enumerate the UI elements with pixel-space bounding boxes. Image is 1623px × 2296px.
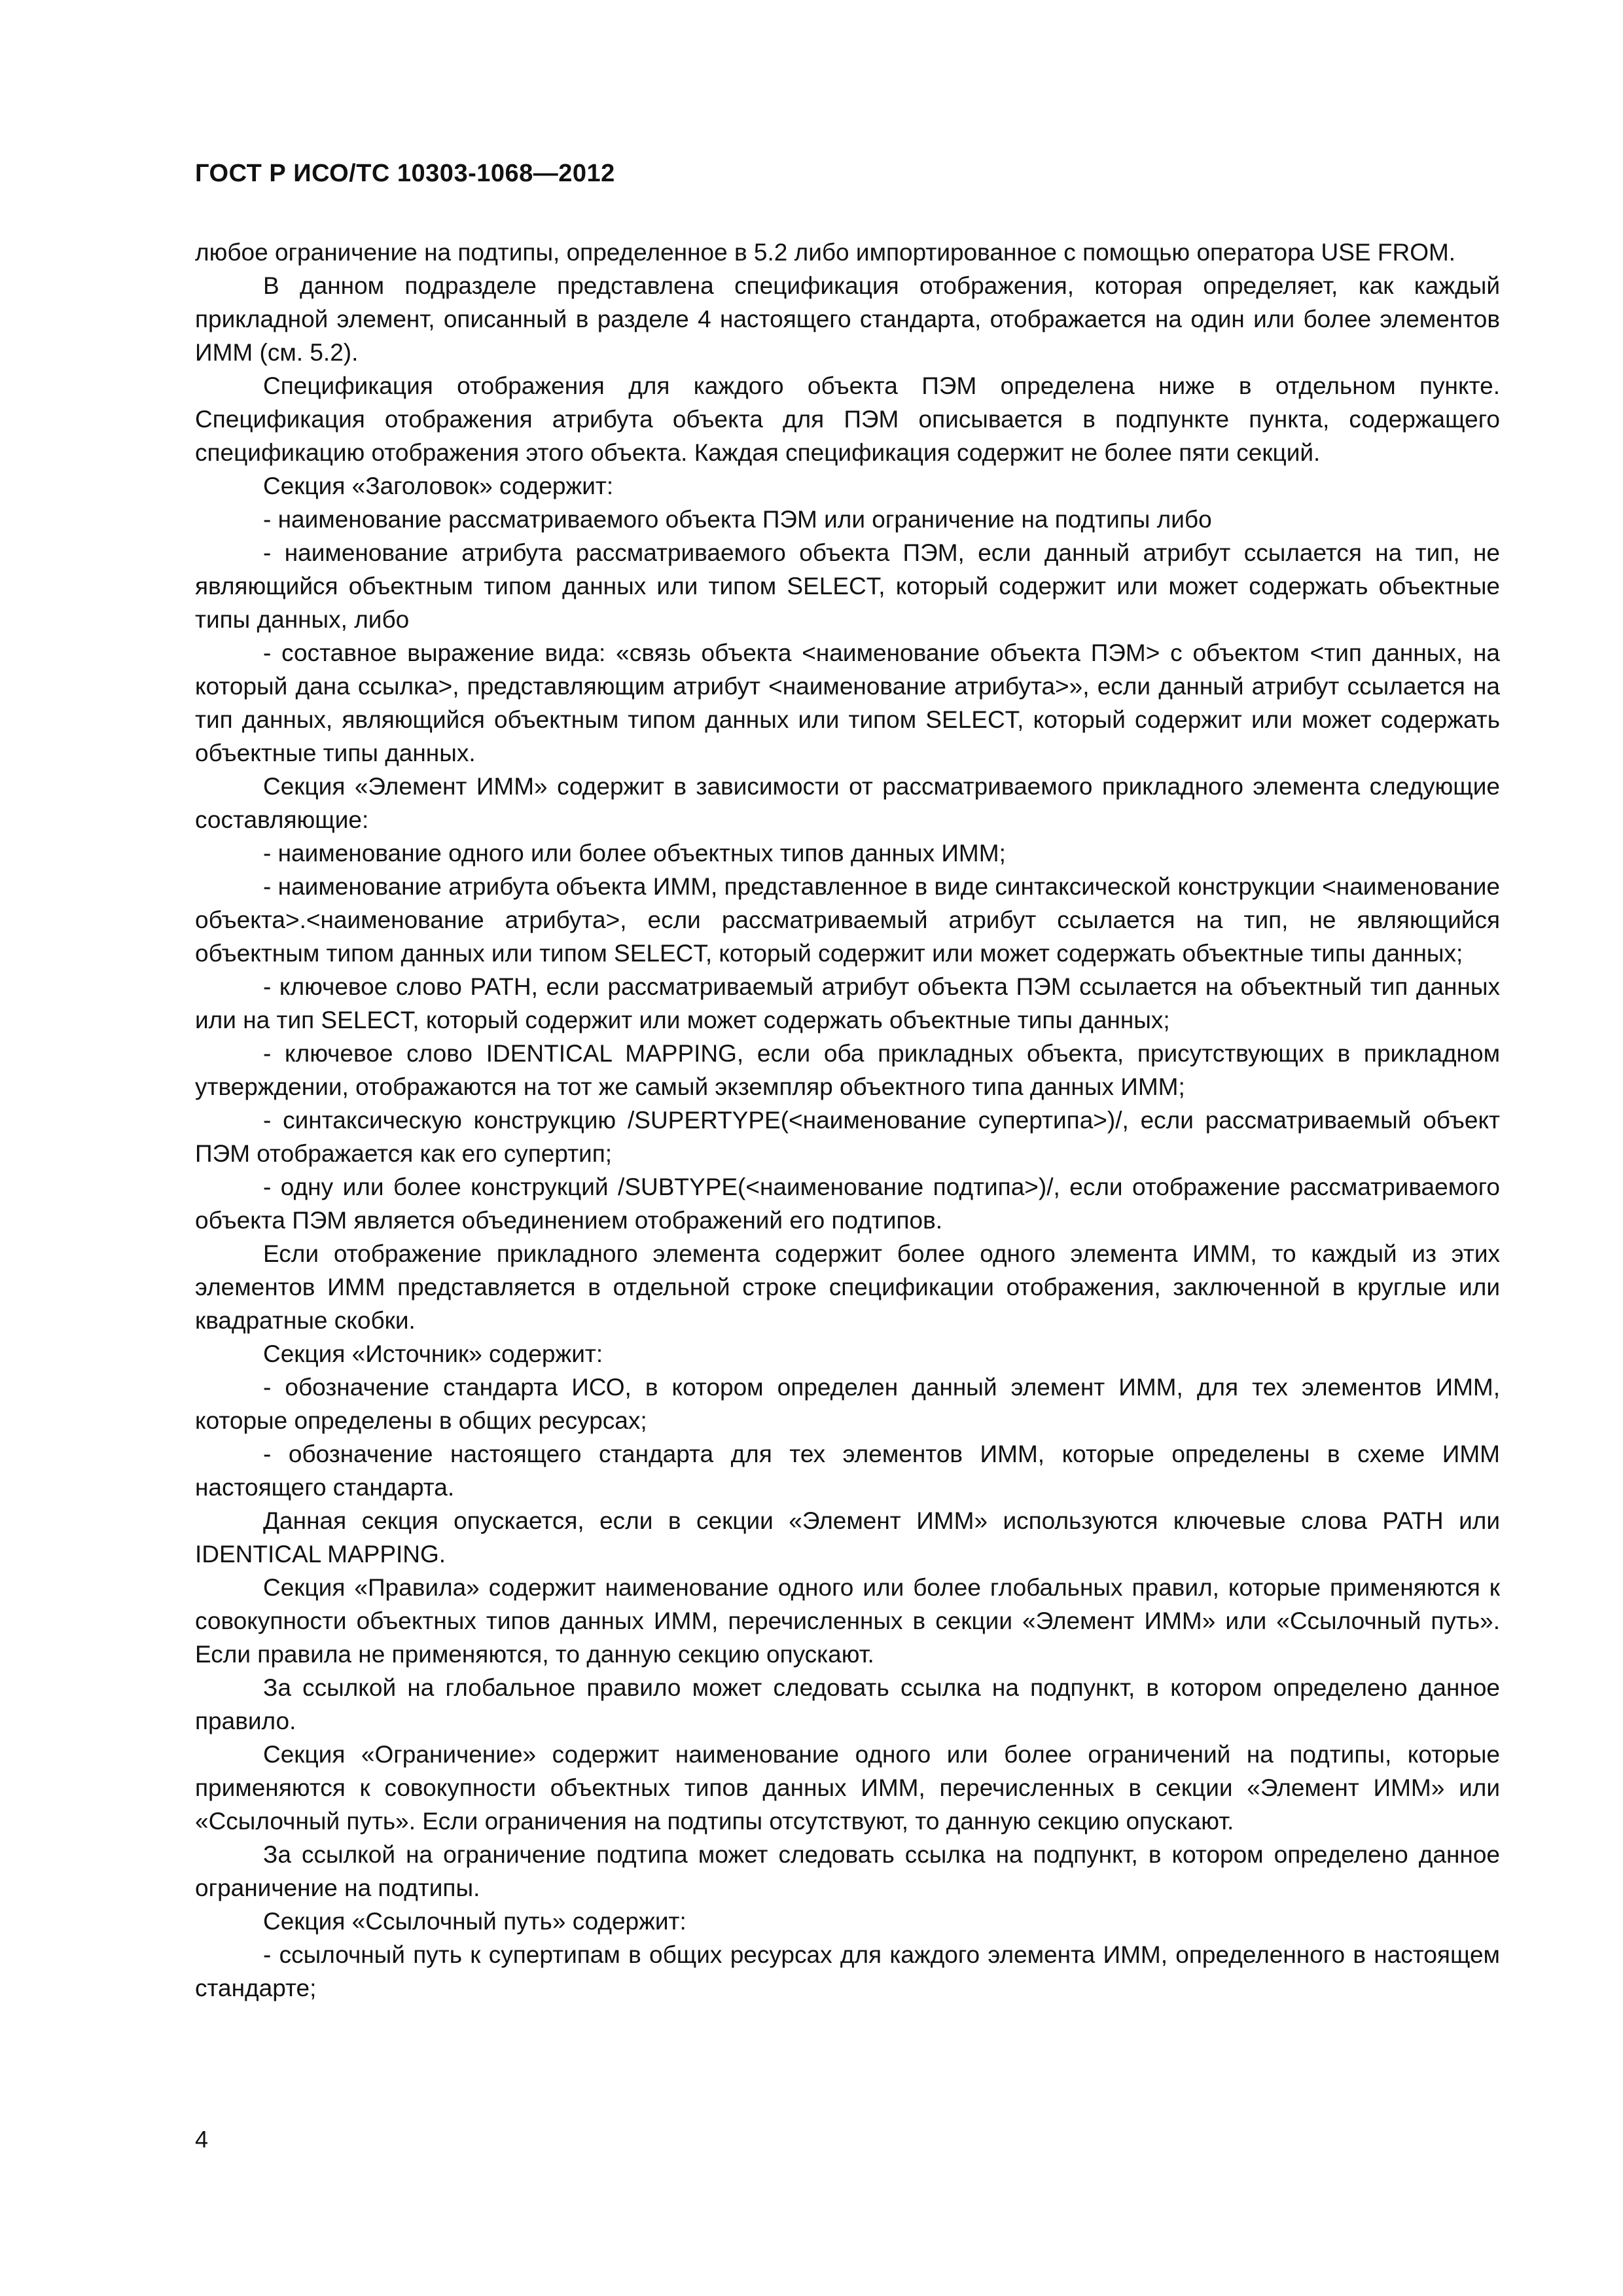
list-item: - ключевое слово PATH, если рассматриваемый атрибут объекта ПЭМ ссылается на объектный тип данных или на тип SELECT, который содержит или может содержать объектные типы данных; [195,973,1500,1033]
section-heading-line: Секция «Ссылочный путь» содержит: [263,1908,687,1935]
paragraph: Данная секция опускается, если в секции «Элемент ИММ» используются ключевые слова PATH или IDENTICAL MAPPING. [195,1507,1500,1568]
paragraph: Секция «Правила» содержит наименование одного или более глобальных правил, которые применяются к совокупности объектных типов данных ИММ, перечисленных в секции «Элемент ИММ» или «Ссылочный путь». Если правила не применяются, то данную секцию опускают. [195,1574,1500,1668]
list-item: - обозначение стандарта ИСО, в котором определен данный элемент ИММ, для тех элементов ИММ, которые определены в общих ресурсах; [195,1374,1500,1434]
standard-designation-header: ГОСТ Р ИСО/ТС 10303-1068—2012 [195,160,615,187]
body-text [195,236,1500,2005]
paragraph: Спецификация отображения для каждого объекта ПЭМ определена ниже в отдельном пункте. Спецификация отображения атрибута объекта для ПЭМ описывается в подпункте пункта, содержащего спецификацию отображения этого объекта. Каждая спецификация содержит не более пяти секций. [195,372,1500,466]
section-heading-line: Секция «Элемент ИММ» содержит в зависимости от рассматриваемого прикладного элемента следующие составляющие: [195,773,1500,833]
list-item: - наименование одного или более объектных типов данных ИММ; [263,840,1006,867]
paragraph: любое ограничение на подтипы, определенное в 5.2 либо импортированное с помощью оператора USE FROM. [195,239,1456,266]
list-item: - наименование атрибута рассматриваемого объекта ПЭМ, если данный атрибут ссылается на тип, не являющийся объектным типом данных или типом SELECT, который содержит или может содержать объектные типы данных, либо [195,539,1500,633]
page-number: 4 [195,2126,209,2153]
paragraph: Секция «Ограничение» содержит наименование одного или более ограничений на подтипы, которые применяются к совокупности объектных типов данных ИММ, перечисленных в секции «Элемент ИММ» или «Ссылочный путь». Если ограничения на подтипы отсутствуют, то данную секцию опускают. [195,1741,1500,1835]
section-heading-line: Секция «Источник» содержит: [263,1340,603,1367]
list-item: - ссылочный путь к супертипам в общих ресурсах для каждого элемента ИММ, определенного в настоящем стандарте; [195,1941,1500,2001]
section-heading-line: Секция «Заголовок» содержит: [263,473,614,499]
list-item: - одну или более конструкций /SUBTYPE(<наименование подтипа>)/, если отображение рассматриваемого объекта ПЭМ является объединением отображений его подтипов. [195,1174,1500,1234]
list-item: - синтаксическую конструкцию /SUPERTYPE(<наименование супертипа>)/, если рассматриваемый объект ПЭМ отображается как его супертип; [195,1107,1500,1167]
list-item: - ключевое слово IDENTICAL MAPPING, если оба прикладных объекта, присутствующих в прикладном утверждении, отображаются на тот же самый экземпляр объектного типа данных ИММ; [195,1040,1500,1100]
paragraph: За ссылкой на ограничение подтипа может следовать ссылка на подпункт, в котором определено данное ограничение на подтипы. [195,1841,1500,1901]
paragraph: За ссылкой на глобальное правило может следовать ссылка на подпункт, в котором определено данное правило. [195,1674,1500,1734]
list-item: - наименование рассматриваемого объекта ПЭМ или ограничение на подтипы либо [263,506,1212,533]
list-item: - составное выражение вида: «связь объекта <наименование объекта ПЭМ> с объектом <тип данных, на который дана ссылка>, представляющим атрибут <наименование атрибута>», если данный атрибут ссылается на тип данных, являющийся объектным типом данных или типом SELECT, который содержит или может содержать объектные типы данных. [195,639,1500,766]
paragraph: В данном подразделе представлена спецификация отображения, которая определяет, как каждый прикладной элемент, описанный в разделе 4 настоящего стандарта, отображается на один или более элементов ИММ (см. 5.2). [195,272,1500,366]
list-item: - наименование атрибута объекта ИММ, представленное в виде синтаксической конструкции <наименование объекта>.<наименование атрибута>, если рассматриваемый атрибут ссылается на тип, не являющийся объектным типом данных или типом SELECT, который содержит или может содержать объектные типы данных; [195,873,1500,967]
list-item: - обозначение настоящего стандарта для тех элементов ИММ, которые определены в схеме ИММ настоящего стандарта. [195,1441,1500,1501]
paragraph: Если отображение прикладного элемента содержит более одного элемента ИММ, то каждый из этих элементов ИММ представляется в отдельной строке спецификации отображения, заключенной в круглые или квадратные скобки. [195,1240,1500,1334]
